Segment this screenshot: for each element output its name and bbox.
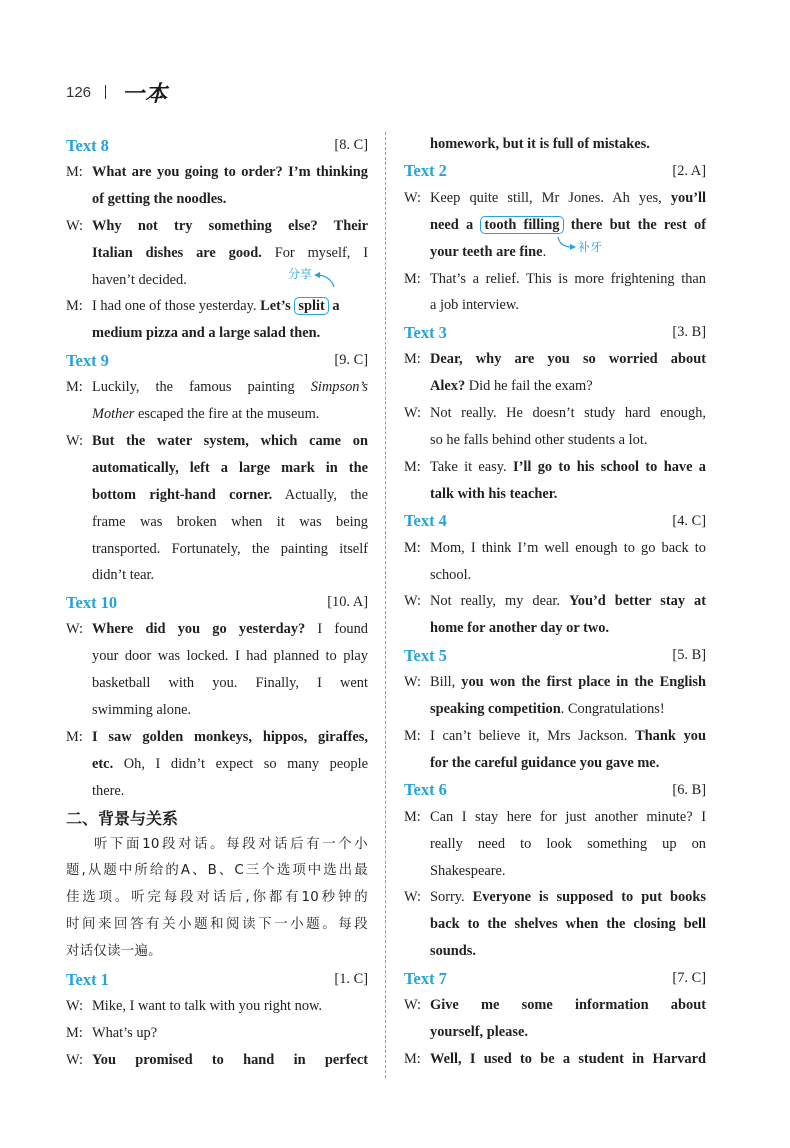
text-8-title: Text 8	[66, 135, 109, 155]
dialogue-line: W: Keep quite still, Mr Jones. Ah yes, you’ll	[404, 189, 706, 206]
dialogue-line: W: Give me some information about	[404, 997, 706, 1014]
dialogue-line: back to the shelves when the closing bell	[430, 916, 706, 933]
text-4-title: Text 4	[404, 511, 447, 531]
dialogue-line: really need to look something up on	[430, 835, 706, 852]
dialogue-line: W: Sorry. Everyone is supposed to put books	[404, 889, 706, 906]
section-title: 二、背景与关系	[66, 808, 179, 828]
text-9-answer: [9. C]	[334, 352, 368, 369]
dialogue-line: of getting the noodles.	[92, 190, 227, 207]
dialogue-line: home for another day or two.	[430, 620, 610, 637]
dialogue-line: M: I had one of those yesterday. Let’s split a	[66, 298, 340, 315]
dialogue-line: W: Bill, you won the first place in the English	[404, 674, 706, 691]
text-2-title: Text 2	[404, 161, 447, 181]
page-header	[66, 78, 168, 106]
text-4-header	[404, 508, 706, 535]
dialogue-line: M: Mom, I think I’m well enough to go back to	[404, 539, 706, 556]
dialogue-line: basketball with you. Finally, I went	[92, 675, 368, 692]
text-4-answer: [4. C]	[672, 512, 706, 529]
text-9-header	[66, 347, 368, 374]
dialogue-line: sounds.	[430, 943, 477, 960]
dialogue-line: haven’t decided. 分享	[66, 267, 368, 294]
annotation-tooth-filling: 补牙	[578, 239, 603, 254]
dialogue-line: yourself, please.	[430, 1024, 528, 1041]
dialogue-line: homework, but it is full of mistakes.	[430, 136, 650, 152]
dialogue-line: M: Dear, why are you so worried about	[404, 351, 706, 368]
dialogue-line: M: Luckily, the famous painting Simpson’s	[66, 379, 368, 396]
instruction-line: 佳选项。听完每段对话后,你都有10秒钟的	[66, 890, 368, 906]
dialogue-line: M: Take it easy. I’ll go to his school to have a	[404, 458, 706, 475]
dialogue-line: etc. Oh, I didn’t expect so many people	[92, 755, 368, 772]
text-5-title: Text 5	[404, 645, 447, 665]
dialogue-line: W: Not really, my dear. You’d better stay at	[404, 593, 706, 610]
text-1-answer: [1. C]	[334, 971, 368, 988]
dialogue-line: a job interview.	[430, 297, 519, 314]
highlight-tooth-filling: tooth filling	[480, 216, 563, 234]
text-8-header	[66, 132, 368, 159]
dialogue-line: Shakespeare.	[430, 862, 506, 879]
dialogue-line: W: Mike, I want to talk with you right now.	[66, 998, 323, 1015]
dialogue-line: M: What’s up?	[66, 1024, 158, 1041]
dialogue-line: transported. Fortunately, the painting itself	[92, 540, 368, 557]
dialogue-line: for the careful guidance you gave me.	[430, 754, 660, 771]
annotation-arrow	[314, 271, 338, 289]
text-2-header	[404, 158, 706, 185]
text-3-answer: [3. B]	[672, 324, 706, 341]
text-3-header	[404, 319, 706, 346]
text-1-header	[66, 966, 368, 993]
dialogue-line: W: But the water system, which came on	[66, 433, 368, 450]
dialogue-line: swimming alone.	[92, 702, 192, 719]
left-column	[66, 132, 368, 1074]
dialogue-line: need a tooth filling there but the rest of	[430, 216, 707, 233]
dialogue-line: W: Where did you go yesterday? I found	[66, 621, 368, 638]
text-1-title: Text 1	[66, 969, 109, 989]
dialogue-line: school.	[430, 566, 472, 583]
highlight-split: split	[294, 297, 328, 315]
text-10-title: Text 10	[66, 592, 118, 612]
text-3-title: Text 3	[404, 322, 447, 342]
instruction-line: 听下面10段对话。每段对话后有一个小	[94, 836, 368, 852]
dialogue-line: M: What are you going to order? I’m thinking	[66, 164, 368, 180]
page-number: 126	[66, 83, 92, 101]
dialogue-line: M: Can I stay here for just another minute? I	[404, 808, 706, 825]
dialogue-line: M: I saw golden monkeys, hippos, giraffes,	[66, 728, 368, 745]
text-7-title: Text 7	[404, 968, 447, 988]
dialogue-line: talk with his teacher.	[430, 485, 558, 502]
text-9-title: Text 9	[66, 350, 109, 370]
dialogue-line: medium pizza and a large salad then.	[92, 325, 321, 342]
dialogue-line: M: I can’t believe it, Mrs Jackson. Thank you	[404, 728, 706, 745]
dialogue-line: frame was broken when it was being	[92, 513, 368, 530]
dialogue-line: Alex? Did he fail the exam?	[430, 378, 593, 395]
text-10-answer: [10. A]	[327, 594, 368, 611]
text-5-header	[404, 642, 706, 669]
text-7-header	[404, 965, 706, 992]
text-6-header	[404, 777, 706, 804]
dialogue-line: your teeth are fine. 补牙	[404, 239, 706, 266]
right-column	[404, 131, 706, 1073]
header-divider	[105, 85, 106, 99]
dialogue-line: so he falls behind other students a lot.	[430, 432, 648, 449]
dialogue-line: speaking competition. Congratulations!	[430, 701, 665, 718]
instruction-line: 时间来回答有关小题和阅读下一小题。每段	[66, 917, 368, 933]
dialogue-line: Mother escaped the fire at the museum.	[92, 406, 320, 423]
text-5-answer: [5. B]	[672, 647, 706, 664]
annotation-share: 分享	[288, 266, 313, 281]
dialogue-line: M: Well, I used to be a student in Harvard	[404, 1050, 706, 1067]
dialogue-line: W: Not really. He doesn’t study hard enough,	[404, 405, 706, 422]
instruction-line: 对话仅读一遍。	[66, 944, 162, 960]
dialogue-line: M: That’s a relief. This is more frightening than	[404, 270, 706, 287]
instruction-line: 题,从题中所给的A、B、C三个选项中选出最	[66, 863, 368, 879]
text-10-header	[66, 589, 368, 616]
text-6-title: Text 6	[404, 780, 447, 800]
book-logo: 一本	[122, 80, 169, 107]
dialogue-line: your door was locked. I had planned to play	[92, 648, 368, 665]
column-divider	[385, 132, 386, 1078]
dialogue-line: automatically, left a large mark in the	[92, 459, 368, 476]
dialogue-line: W: Why not try something else? Their	[66, 217, 368, 234]
text-6-answer: [6. B]	[672, 781, 706, 798]
dialogue-line: there.	[92, 782, 125, 799]
dialogue-line: bottom right-hand corner. Actually, the	[92, 486, 369, 503]
text-7-answer: [7. C]	[672, 970, 706, 987]
dialogue-line: W: You promised to hand in perfect	[66, 1051, 368, 1068]
annotation-arrow	[554, 237, 576, 253]
text-2-answer: [2. A]	[672, 162, 706, 179]
text-8-answer: [8. C]	[334, 137, 368, 153]
dialogue-line: didn’t tear.	[92, 567, 155, 584]
dialogue-line: Italian dishes are good. For myself, I	[92, 244, 368, 261]
